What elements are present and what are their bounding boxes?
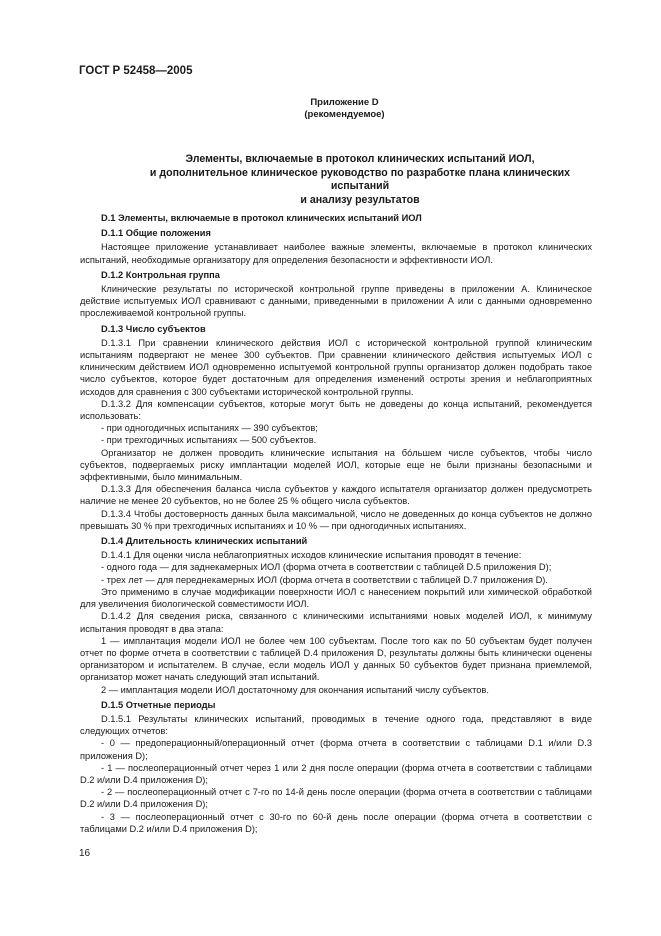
paragraph: Это применимо в случае модификации поверхности ИОЛ с нанесением покрытий или химической обработкой для увеличения биологической совместимости ИОЛ.	[80, 586, 592, 610]
document-body	[80, 212, 592, 835]
annex-title: Приложение D	[310, 97, 379, 108]
paragraph: 1 — имплантация модели ИОЛ не более чем 100 субъектам. После того как по 50 субъектам будет получен отчет по форме отчета в соответствии с таблицей D.4 приложения D, результаты должны быть клинически оценены организатором и испытателем. В случае, если модель ИОЛ у данных 50 субъектов будет признана приемлемой, организатор может начать следующий этап испытаний.	[80, 635, 592, 683]
list-item: - 1 — послеоперационный отчет через 1 или 2 дня после операции (форма отчета в соответствии с таблицами D.2 и/или D.4 приложения D);	[80, 762, 592, 785]
list-item: - при одногодичных испытаниях — 390 субъектов;	[101, 423, 318, 434]
page-number: 16	[79, 848, 91, 859]
subsection-heading: D.1.5 Отчетные периоды	[101, 699, 216, 710]
annex-main-title	[120, 153, 600, 207]
subsection-heading: D.1.4 Длительность клинических испытаний	[101, 536, 308, 547]
paragraph: 2 — имплантация модели ИОЛ достаточному для окончания испытаний числу субъектов.	[101, 684, 489, 695]
paragraph: D.1.4.1 Для оценки числа неблагоприятных исходов клинические испытания проводят в течение:	[101, 550, 522, 561]
paragraph: D.1.3.3 Для обеспечения баланса числа субъектов у каждого испытателя организатор должен предусмотреть наличие не менее 20 субъектов, но не более 25 % общего числа субъектов.	[80, 484, 592, 507]
list-item: - 2 — послеоперационный отчет с 7-го по 14-й день после операции (форма отчета в соответствии с таблицами D.2 и/или D.4 приложения D);	[80, 787, 592, 810]
annex-status: (рекомендуемое)	[304, 109, 385, 120]
paragraph: Организатор не должен проводить клинические испытания на бо́льшем числе субъектов, чтобы число субъектов, подвергаемых риску имплантации моделей ИОЛ, которые еще не были признаны безопасными и эффективными, было минимальным.	[80, 447, 592, 483]
paragraph: Настоящее приложение устанавливает наиболее важные элементы, включаемые в протокол клинических испытаний, необходимые организатору для определения безопасности и эффективности ИОЛ.	[80, 242, 592, 265]
annex-heading	[0, 97, 661, 121]
standard-code: ГОСТ Р 52458—2005	[79, 65, 193, 77]
subsection-heading: D.1.3 Число субъектов	[101, 323, 206, 334]
list-item: - 0 — предоперационный/операционный отчет (форма отчета в соответствии с таблицами D.1 и/или D.3 приложения D);	[80, 738, 592, 761]
paragraph: D.1.3.1 При сравнении клинического действия ИОЛ с исторической контрольной группой клиническим испытаниям подвергают не менее 300 субъектов. При сравнении клинического действия испытуемых ИОЛ с клиническим действием ИОЛ одновременно испытуемой контрольной группы организатор должен подобрать такое число субъектов, которое будет достаточным для определения изменений остроты зрения и неблагоприятных исходов для сравнения с 300 субъектами исторической контрольной группы.	[80, 337, 592, 397]
paragraph: Клинические результаты по исторической контрольной группе приведены в приложении А. Клиническое действие испытуемых ИОЛ сравнивают с данными, приведенными в приложении А или с данными одновременно прослеживаемой контрольной группы.	[80, 284, 592, 319]
list-item: - 3 — послеоперационный отчет с 30-го по 60-й день после операции (форма отчета в соответствии с таблицами D.2 и/или D.4 приложения D);	[80, 811, 592, 834]
title-line: и анализу результатов	[300, 193, 420, 206]
list-item: - трех лет — для переднекамерных ИОЛ (форма отчета в соответствии с таблицей D.7 приложения D).	[101, 574, 548, 585]
title-line: Элементы, включаемые в протокол клинических испытаний ИОЛ,	[185, 153, 535, 165]
list-item: - при трехгодичных испытаниях — 500 субъектов.	[101, 435, 317, 446]
paragraph: D.1.3.4 Чтобы достоверность данных была максимальной, число не доведенных до конца субъектов не должно превышать 30 % при трехгодичных испытаниях и 10 % — при одногодичных испытаниях.	[80, 508, 592, 531]
subsection-heading: D.1.2 Контрольная группа	[101, 269, 220, 280]
paragraph: D.1.3.2 Для компенсации субъектов, которые могут быть не доведены до конца испытаний, рекомендуется использовать:	[80, 398, 592, 422]
paragraph: D.1.4.2 Для сведения риска, связанного с клиническими испытаниями новых моделей ИОЛ, к минимуму испытания проводят в два этапа:	[80, 611, 592, 634]
list-item: - одного года — для заднекамерных ИОЛ (форма отчета в соответствии с таблицей D.5 приложения D);	[101, 562, 552, 573]
paragraph: D.1.5.1 Результаты клинических испытаний, проводимых в течение одного года, представляют в виде следующих отчетов:	[80, 713, 592, 737]
subsection-heading: D.1.1 Общие положения	[101, 228, 211, 239]
section-heading: D.1 Элементы, включаемые в протокол клинических испытаний ИОЛ	[101, 213, 422, 223]
title-line: и дополнительное клиническое руководство по разработке плана клинических испытаний	[149, 166, 571, 192]
